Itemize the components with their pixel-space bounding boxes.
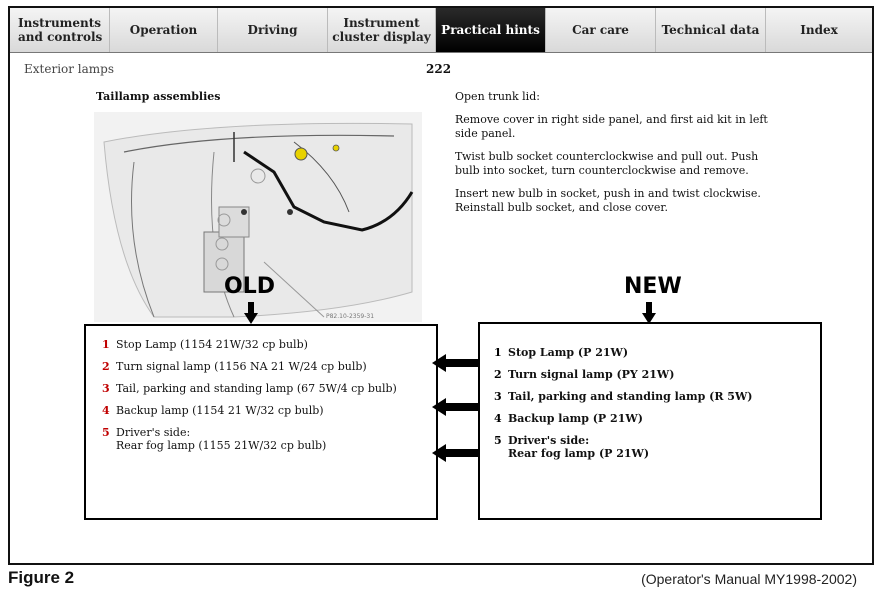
- item-number: 1: [102, 338, 110, 351]
- list-item: [494, 368, 753, 381]
- item-number: 5: [494, 434, 502, 447]
- instructions: [455, 90, 785, 224]
- item-text: Turn signal lamp (PY 21W): [508, 368, 675, 381]
- item-text: Turn signal lamp (1156 NA 21 W/24 cp bulb): [116, 360, 367, 373]
- section-title: Exterior lamps: [24, 62, 115, 76]
- instruction-step: Remove cover in right side panel, and first aid kit in left side panel.: [455, 113, 768, 140]
- tab-driving[interactable]: Driving: [218, 8, 328, 52]
- left-arrow-icon: [432, 444, 480, 462]
- item-text: Tail, parking and standing lamp (R 5W): [508, 390, 753, 403]
- item-number: 2: [102, 360, 110, 373]
- item-number: 4: [494, 412, 502, 425]
- source-caption: (Operator's Manual MY1998-2002): [641, 571, 857, 587]
- item-text: Driver's side: Rear fog lamp (P 21W): [508, 434, 650, 460]
- figure-caption: Figure 2: [8, 568, 75, 587]
- new-label: NEW: [624, 274, 682, 299]
- down-arrow-icon: [244, 302, 258, 326]
- tab-bar: [10, 8, 872, 53]
- old-bulb-list: [102, 338, 397, 461]
- tab-technical-data[interactable]: Technical data: [656, 8, 766, 52]
- instruction-step: Insert new bulb in socket, push in and twist clockwise. Reinstall bulb socket, and close cover.: [455, 187, 761, 214]
- item-text: Backup lamp (P 21W): [508, 412, 643, 425]
- list-item: [494, 346, 753, 359]
- illustration-code: P82.10-2359-31: [326, 313, 375, 320]
- tab-car-care[interactable]: Car care: [546, 8, 656, 52]
- tab-practical-hints[interactable]: Practical hints: [436, 8, 546, 52]
- list-item: [102, 382, 397, 395]
- item-text: Stop Lamp (1154 21W/32 cp bulb): [116, 338, 308, 351]
- old-label: OLD: [224, 274, 275, 299]
- tab-operation[interactable]: Operation: [110, 8, 218, 52]
- list-item: [494, 390, 753, 403]
- left-arrow-icon: [432, 398, 480, 416]
- tab-index[interactable]: Index: [766, 8, 872, 52]
- list-item: [102, 338, 397, 351]
- left-arrow-icon: [432, 354, 480, 372]
- list-item: [102, 426, 397, 452]
- instruction-step: Open trunk lid:: [455, 90, 540, 103]
- page-number: 222: [426, 62, 452, 76]
- item-text: Stop Lamp (P 21W): [508, 346, 629, 359]
- item-number: 1: [494, 346, 502, 359]
- item-number: 5: [102, 426, 110, 439]
- item-number: 2: [494, 368, 502, 381]
- list-item: [102, 360, 397, 373]
- item-text: Driver's side: Rear fog lamp (1155 21W/32 cp bulb): [116, 426, 327, 452]
- old-bulb-list-box: [84, 324, 438, 520]
- tab-instrument-cluster-display[interactable]: Instrument cluster display: [328, 8, 436, 52]
- sub-heading: Taillamp assemblies: [96, 90, 221, 103]
- item-number: 3: [494, 390, 502, 403]
- list-item: [102, 404, 397, 417]
- manual-page: [8, 6, 874, 565]
- item-text: Backup lamp (1154 21 W/32 cp bulb): [116, 404, 324, 417]
- tab-instruments-and-controls[interactable]: Instruments and controls: [10, 8, 110, 52]
- list-item: [494, 412, 753, 425]
- instruction-step: Twist bulb socket counterclockwise and pull out. Push bulb into socket, turn counterclockwise and remove.: [455, 150, 759, 177]
- list-item: [494, 434, 753, 460]
- item-number: 4: [102, 404, 110, 417]
- new-bulb-list: [494, 346, 753, 469]
- new-bulb-list-box: [478, 322, 822, 520]
- item-number: 3: [102, 382, 110, 395]
- item-text: Tail, parking and standing lamp (67 5W/4 cp bulb): [116, 382, 397, 395]
